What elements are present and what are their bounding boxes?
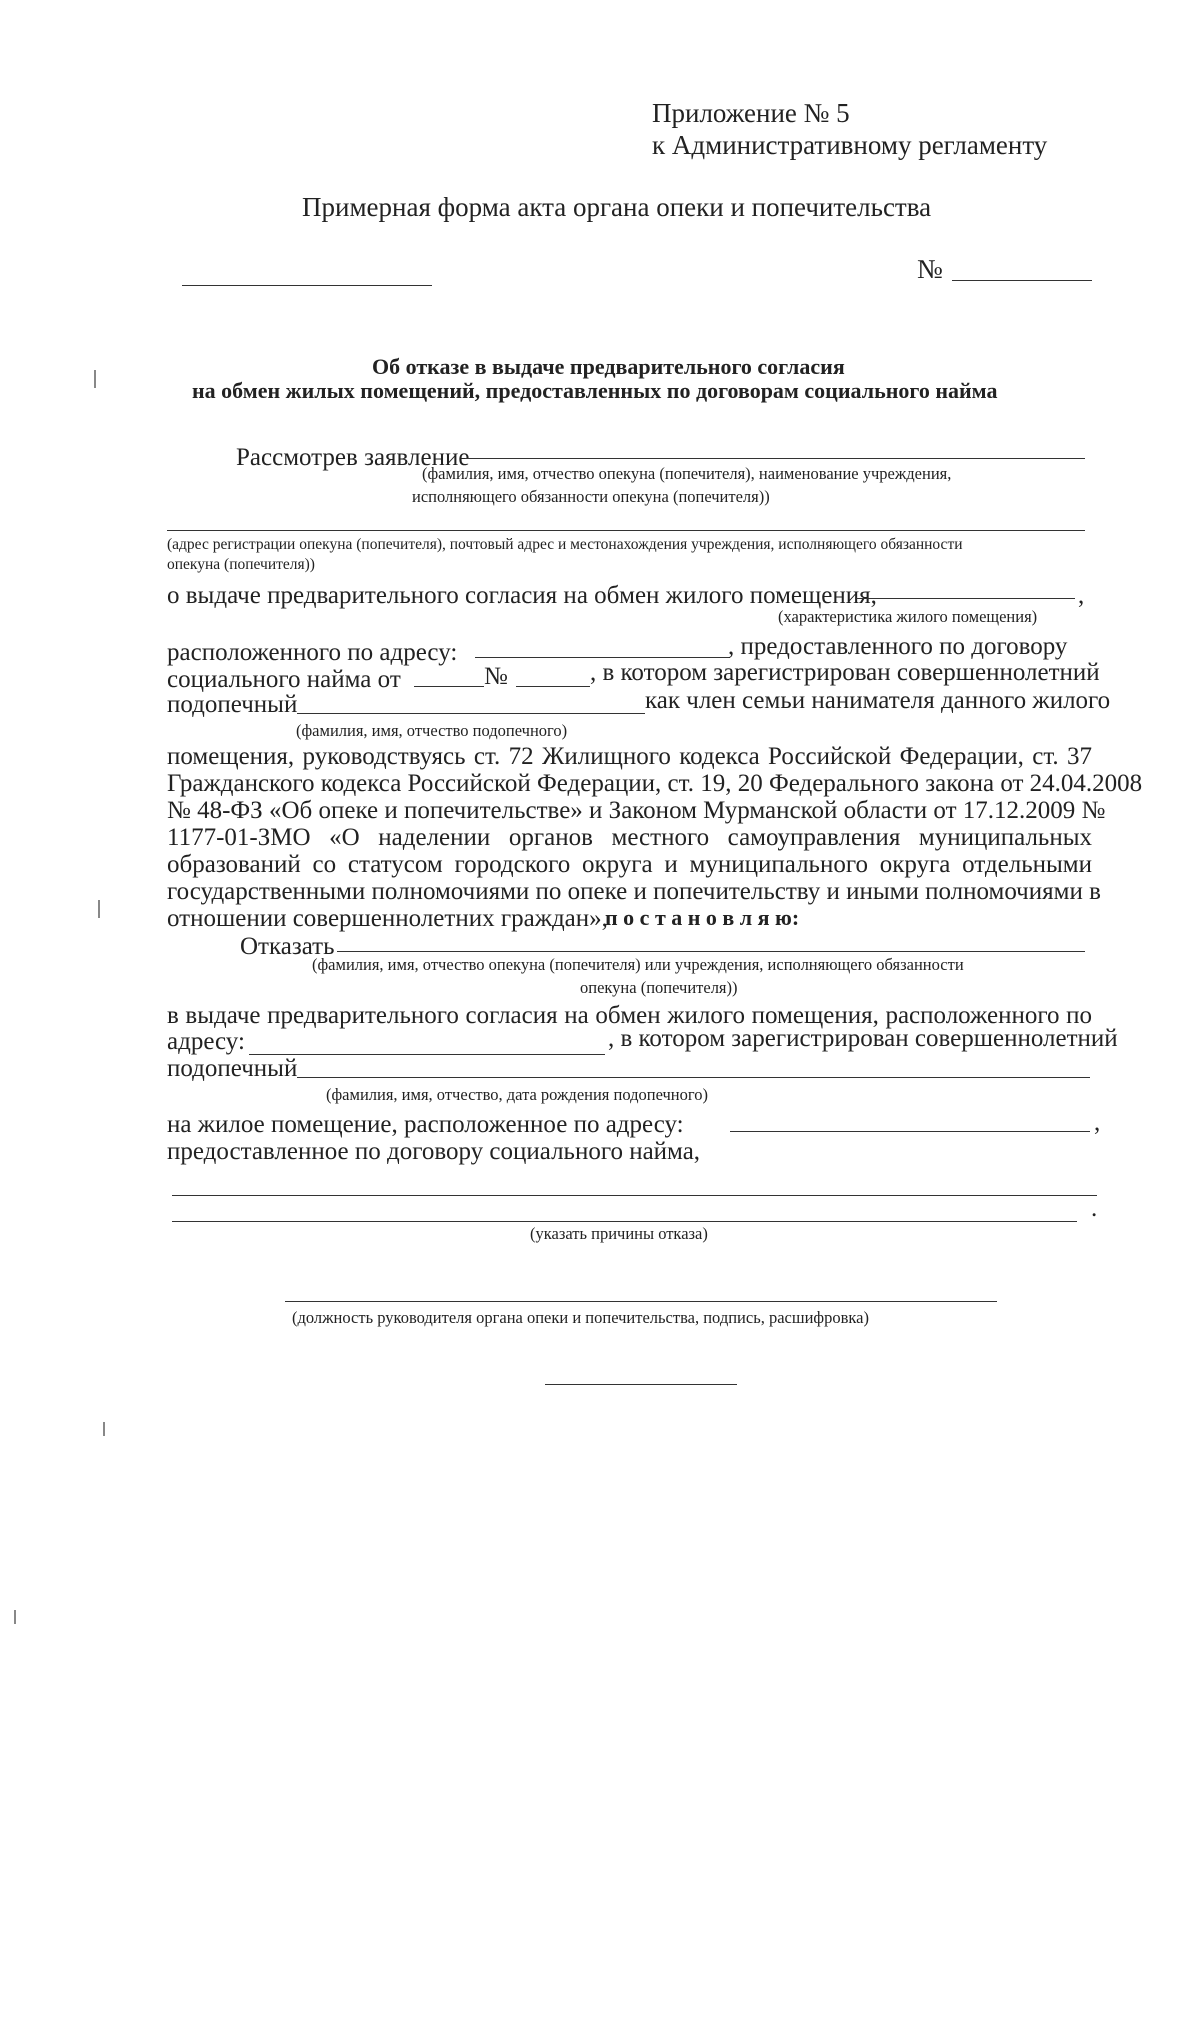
act-title-line-1: Об отказе в выдаче предварительного согласия (372, 354, 845, 379)
reason-line-1[interactable] (172, 1195, 1097, 1196)
legal-line: образований со статусом городского округа и муниципального округа отдельными (167, 851, 1092, 878)
comma: , (1078, 582, 1085, 609)
lease-num-sign: № (484, 663, 508, 690)
address-line[interactable] (167, 530, 1085, 531)
hint-guardian-cont: исполняющего обязанности опекуна (попечителя)) (412, 487, 770, 506)
hint-ward-name: (фамилия, имя, отчество подопечного) (296, 721, 568, 740)
date-stamp-line[interactable] (545, 1384, 737, 1385)
act-title-line-2: на обмен жилых помещений, предоставленных по договорам социального найма (192, 378, 998, 403)
scan-mark (14, 1610, 16, 1624)
text-ward: подопечный (167, 691, 298, 718)
hint-address: (адрес регистрации опекуна (попечителя), почтовый адрес и местонахождения учреждения, исполняющего обязанности (167, 536, 963, 553)
hint-guardian: (фамилия, имя, отчество опекуна (попечителя), наименование учреждения, (422, 464, 952, 483)
hint-dwelling: (характеристика жилого помещения) (778, 607, 1038, 626)
text-in-issue: в выдаче предварительного согласия на обмен жилого помещения, расположенного по (167, 1002, 1092, 1029)
hint-address-cont: опекуна (попечителя)) (167, 556, 315, 573)
scan-mark (98, 900, 100, 918)
regulation-reference: к Административному регламенту (652, 130, 1048, 160)
text-provided-by: , предоставленного по договору (728, 633, 1068, 660)
considered-label: Рассмотрев заявление (236, 444, 470, 471)
hint-signature: (должность руководителя органа опеки и попечительства, подпись, расшифровка) (292, 1308, 869, 1327)
signature-line[interactable] (285, 1301, 997, 1302)
reason-line-2[interactable] (172, 1221, 1077, 1222)
text-ward-2: подопечный (167, 1055, 298, 1082)
hint-ward-full: (фамилия, имя, отчество, дата рождения подопечного) (326, 1085, 708, 1104)
legal-line: 1177-01-ЗМО «О наделении органов местного самоуправления муниципальных (167, 824, 1092, 851)
legal-line-last: отношении совершеннолетних граждан», (167, 905, 608, 932)
ward-full-line[interactable] (297, 1077, 1090, 1078)
date-line[interactable] (182, 285, 432, 286)
hint-reasons: (указать причины отказа) (530, 1224, 708, 1243)
form-title: Примерная форма акта органа опеки и попечительства (302, 192, 932, 222)
refuse-label: Отказать (240, 933, 335, 960)
applicant-line[interactable] (465, 458, 1085, 459)
text-on-issue: о выдаче предварительного согласия на обмен жилого помещения, (167, 582, 877, 609)
lease-date-line[interactable] (414, 686, 484, 687)
address-label: адресу: (167, 1028, 245, 1055)
text-as-family: как член семьи нанимателя данного жилого (645, 687, 1111, 714)
text-lease-from: социального найма от (167, 666, 401, 693)
text-provided-lease: предоставленное по договору социального найма, (167, 1138, 701, 1165)
appendix-number: Приложение № 5 (652, 98, 850, 128)
hint-refuse-cont: опекуна (попечителя)) (580, 978, 738, 997)
legal-line: государственными полномочиями по опеке и попечительству и иными полномочиями в (167, 878, 1101, 905)
resolve-word: п о с т а н о в л я ю: (605, 905, 800, 930)
located-address-line[interactable] (475, 657, 730, 658)
ward-name-line[interactable] (297, 713, 645, 714)
period: . (1091, 1195, 1098, 1222)
act-number-line[interactable] (952, 280, 1092, 281)
dwelling-address-line[interactable] (730, 1131, 1090, 1132)
refuse-address-line[interactable] (249, 1054, 605, 1055)
scan-mark (103, 1422, 105, 1436)
text-registered-adult: , в котором зарегистрирован совершеннолетний (590, 659, 1100, 686)
text-located-at: расположенного по адресу: (167, 639, 458, 666)
legal-line: помещения, руководствуясь ст. 72 Жилищного кодекса Российской Федерации, ст. 37 (167, 743, 1092, 770)
text-for-dwelling: на жилое помещение, расположенное по адресу: (167, 1111, 684, 1138)
legal-line: № 48-ФЗ «Об опеке и попечительстве» и Законом Мурманской области от 17.12.2009 № (167, 797, 1106, 824)
dwelling-line[interactable] (855, 598, 1075, 599)
comma: , (1094, 1109, 1101, 1136)
refuse-name-line[interactable] (337, 951, 1085, 952)
legal-line: Гражданского кодекса Российской Федерации, ст. 19, 20 Федерального закона от 24.04.2008 (167, 770, 1143, 797)
lease-number-line[interactable] (516, 686, 590, 687)
scan-mark (94, 370, 96, 388)
number-sign: № (917, 254, 943, 284)
text-registered-adult-2: , в котором зарегистрирован совершеннолетний (608, 1025, 1118, 1052)
hint-refuse: (фамилия, имя, отчество опекуна (попечителя) или учреждения, исполняющего обязанности (312, 955, 964, 974)
